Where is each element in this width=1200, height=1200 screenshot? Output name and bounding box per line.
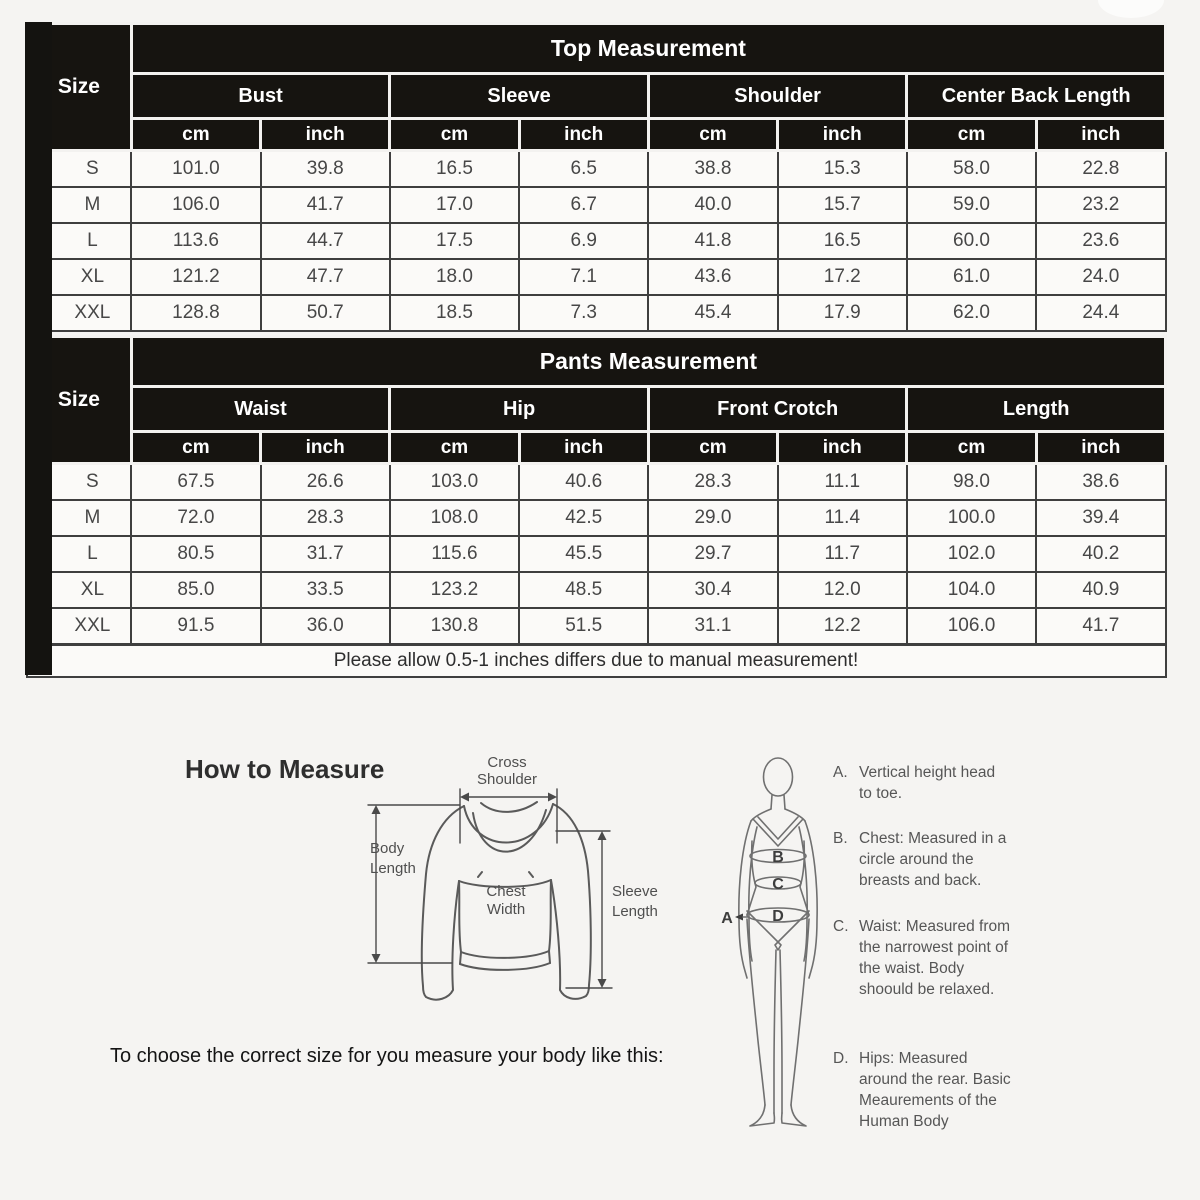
measurement-cell: 18.0 <box>390 259 519 295</box>
measurement-cell: 42.5 <box>519 500 648 536</box>
measurement-cell: 48.5 <box>519 572 648 608</box>
size-cell: L <box>27 223 132 259</box>
measure-instruction-a <box>833 762 1038 804</box>
size-cell: XXL <box>27 295 132 331</box>
instruction-letter: A. <box>833 764 848 781</box>
measurement-cell: 91.5 <box>131 608 260 645</box>
group-header: Center Back Length <box>907 74 1166 119</box>
measurement-cell: 41.7 <box>261 187 390 223</box>
chest-width-label: Chest <box>486 883 526 900</box>
instruction-text: Chest: Measured in a circle around the breasts and back. <box>859 830 1007 889</box>
unit-header: inch <box>1036 119 1165 151</box>
size-cell: XXL <box>27 608 132 645</box>
unit-header: inch <box>261 119 390 151</box>
instruction-letter: D. <box>833 1050 849 1067</box>
instruction-text: Hips: Measured around the rear. Basic Meaurements of the Human Body <box>859 1050 1011 1130</box>
figure-mark-a: A <box>721 910 733 927</box>
measurement-cell: 100.0 <box>907 500 1036 536</box>
measurement-cell: 61.0 <box>907 259 1036 295</box>
size-tables <box>25 22 1167 678</box>
figure-mark-b: B <box>772 849 784 866</box>
how-to-measure-heading: How to Measure <box>185 754 385 784</box>
size-cell: L <box>27 536 132 572</box>
measurement-cell: 29.7 <box>648 536 777 572</box>
measurement-cell: 62.0 <box>907 295 1036 331</box>
measurement-cell: 43.6 <box>648 259 777 295</box>
measure-instruction-d <box>833 1048 1038 1132</box>
size-cell: XL <box>27 572 132 608</box>
table-row <box>27 500 1166 536</box>
sleeve-length-label: Sleeve <box>612 883 658 900</box>
size-cell: M <box>27 187 132 223</box>
measurement-cell: 67.5 <box>131 464 260 501</box>
measurement-cell: 59.0 <box>907 187 1036 223</box>
body-length-label: Length <box>370 860 416 877</box>
measurement-cell: 36.0 <box>261 608 390 645</box>
measurement-cell: 15.7 <box>778 187 907 223</box>
measurement-cell: 6.7 <box>519 187 648 223</box>
measurement-cell: 26.6 <box>261 464 390 501</box>
measurement-cell: 28.3 <box>648 464 777 501</box>
table-title: Top Measurement <box>131 24 1165 74</box>
measurement-cell: 31.7 <box>261 536 390 572</box>
measure-instruction-c <box>833 916 1038 1000</box>
group-header: Bust <box>131 74 390 119</box>
measurement-cell: 17.9 <box>778 295 907 331</box>
unit-header: cm <box>907 432 1036 464</box>
table-row <box>27 572 1166 608</box>
table-row <box>27 187 1166 223</box>
table-row <box>27 223 1166 259</box>
measurement-cell: 40.6 <box>519 464 648 501</box>
group-header: Sleeve <box>390 74 649 119</box>
measurement-cell: 123.2 <box>390 572 519 608</box>
measurement-cell: 22.8 <box>1036 151 1165 188</box>
measurement-cell: 44.7 <box>261 223 390 259</box>
body-outline <box>739 758 817 1126</box>
size-cell: XL <box>27 259 132 295</box>
size-cell: S <box>27 464 132 501</box>
instruction-letter: C. <box>833 918 849 935</box>
unit-header: inch <box>778 119 907 151</box>
measurement-cell: 40.2 <box>1036 536 1165 572</box>
measurement-cell: 6.5 <box>519 151 648 188</box>
measurement-cell: 80.5 <box>131 536 260 572</box>
measurement-cell: 11.4 <box>778 500 907 536</box>
measurement-cell: 50.7 <box>261 295 390 331</box>
table-row <box>27 151 1166 188</box>
measurement-cell: 40.0 <box>648 187 777 223</box>
measurement-cell: 41.7 <box>1036 608 1165 645</box>
size-column-header: Size <box>27 24 132 151</box>
measurement-cell: 39.4 <box>1036 500 1165 536</box>
measurement-cell: 108.0 <box>390 500 519 536</box>
measurement-cell: 7.1 <box>519 259 648 295</box>
measurement-cell: 16.5 <box>778 223 907 259</box>
measurement-cell: 17.0 <box>390 187 519 223</box>
measurement-cell: 39.8 <box>261 151 390 188</box>
group-header: Front Crotch <box>648 387 907 432</box>
unit-header: cm <box>131 119 260 151</box>
measurement-cell: 51.5 <box>519 608 648 645</box>
measurement-cell: 58.0 <box>907 151 1036 188</box>
measurement-cell: 33.5 <box>261 572 390 608</box>
pants-measurement-table <box>25 335 1167 678</box>
unit-header: inch <box>519 119 648 151</box>
unit-header: inch <box>1036 432 1165 464</box>
measurement-cell: 6.9 <box>519 223 648 259</box>
measurement-cell: 40.9 <box>1036 572 1165 608</box>
instruction-letter: B. <box>833 830 848 847</box>
measurement-cell: 102.0 <box>907 536 1036 572</box>
unit-header: cm <box>131 432 260 464</box>
table-row <box>27 464 1166 501</box>
measurement-cell: 41.8 <box>648 223 777 259</box>
group-header: Hip <box>390 387 649 432</box>
measurement-cell: 60.0 <box>907 223 1036 259</box>
sizing-advice-note: To choose the correct size for you measure your body like this: <box>110 1045 664 1067</box>
table-footnote-row <box>27 645 1166 678</box>
table-row <box>27 295 1166 331</box>
measurement-cell: 98.0 <box>907 464 1036 501</box>
measurement-cell: 104.0 <box>907 572 1036 608</box>
measurement-cell: 12.2 <box>778 608 907 645</box>
measurement-cell: 17.5 <box>390 223 519 259</box>
measurement-cell: 16.5 <box>390 151 519 188</box>
measurement-cell: 28.3 <box>261 500 390 536</box>
group-header: Length <box>907 387 1166 432</box>
cropped-circle-artifact <box>1098 0 1164 18</box>
unit-header: inch <box>261 432 390 464</box>
measurement-cell: 85.0 <box>131 572 260 608</box>
measurement-cell: 31.1 <box>648 608 777 645</box>
group-header: Waist <box>131 387 390 432</box>
top-measurement-table <box>25 22 1167 332</box>
measurement-footnote: Please allow 0.5-1 inches differs due to manual measurement! <box>27 645 1166 678</box>
measurement-cell: 11.7 <box>778 536 907 572</box>
measurement-cell: 24.0 <box>1036 259 1165 295</box>
unit-header: cm <box>648 432 777 464</box>
measurement-cell: 24.4 <box>1036 295 1165 331</box>
unit-header: cm <box>390 432 519 464</box>
measurement-cell: 7.3 <box>519 295 648 331</box>
measurement-cell: 18.5 <box>390 295 519 331</box>
body-length-label: Body <box>370 840 405 857</box>
measurement-cell: 12.0 <box>778 572 907 608</box>
instruction-text: Vertical height head to toe. <box>859 764 996 802</box>
measurement-cell: 23.2 <box>1036 187 1165 223</box>
body-figure-diagram <box>690 745 840 1145</box>
figure-mark-d: D <box>772 908 784 925</box>
measurement-cell: 130.8 <box>390 608 519 645</box>
figure-mark-c: C <box>772 876 784 893</box>
measurement-cell: 30.4 <box>648 572 777 608</box>
size-column-header: Size <box>27 337 132 464</box>
sleeve-length-label: Length <box>612 903 658 920</box>
measurement-cell: 101.0 <box>131 151 260 188</box>
measurement-cell: 113.6 <box>131 223 260 259</box>
measurement-cell: 11.1 <box>778 464 907 501</box>
measure-instruction-b <box>833 828 1038 891</box>
measurement-cell: 38.6 <box>1036 464 1165 501</box>
measurement-cell: 17.2 <box>778 259 907 295</box>
unit-header: inch <box>519 432 648 464</box>
cross-shoulder-label: Shoulder <box>476 771 538 788</box>
measurement-cell: 15.3 <box>778 151 907 188</box>
table-row <box>27 259 1166 295</box>
table-row <box>27 536 1166 572</box>
measurement-cell: 72.0 <box>131 500 260 536</box>
measurement-cell: 115.6 <box>390 536 519 572</box>
instruction-text: Waist: Measured from the narrowest point of the waist. Body shoould be relaxed. <box>859 918 1011 998</box>
measurement-cell: 106.0 <box>907 608 1036 645</box>
table-row <box>27 608 1166 645</box>
measurement-cell: 47.7 <box>261 259 390 295</box>
table-title: Pants Measurement <box>131 337 1165 387</box>
unit-header: inch <box>778 432 907 464</box>
measurement-cell: 106.0 <box>131 187 260 223</box>
table-left-border <box>25 22 52 675</box>
measurement-cell: 23.6 <box>1036 223 1165 259</box>
chest-width-label: Width <box>486 901 526 918</box>
measurement-cell: 121.2 <box>131 259 260 295</box>
unit-header: cm <box>390 119 519 151</box>
measurement-cell: 128.8 <box>131 295 260 331</box>
unit-header: cm <box>907 119 1036 151</box>
measurement-cell: 38.8 <box>648 151 777 188</box>
measurement-cell: 45.4 <box>648 295 777 331</box>
group-header: Shoulder <box>648 74 907 119</box>
unit-header: cm <box>648 119 777 151</box>
measurement-cell: 103.0 <box>390 464 519 501</box>
size-cell: M <box>27 500 132 536</box>
size-cell: S <box>27 151 132 188</box>
cross-shoulder-label: Cross <box>487 754 527 771</box>
measurement-cell: 29.0 <box>648 500 777 536</box>
shirt-measure-diagram <box>360 753 680 1021</box>
measurement-cell: 45.5 <box>519 536 648 572</box>
